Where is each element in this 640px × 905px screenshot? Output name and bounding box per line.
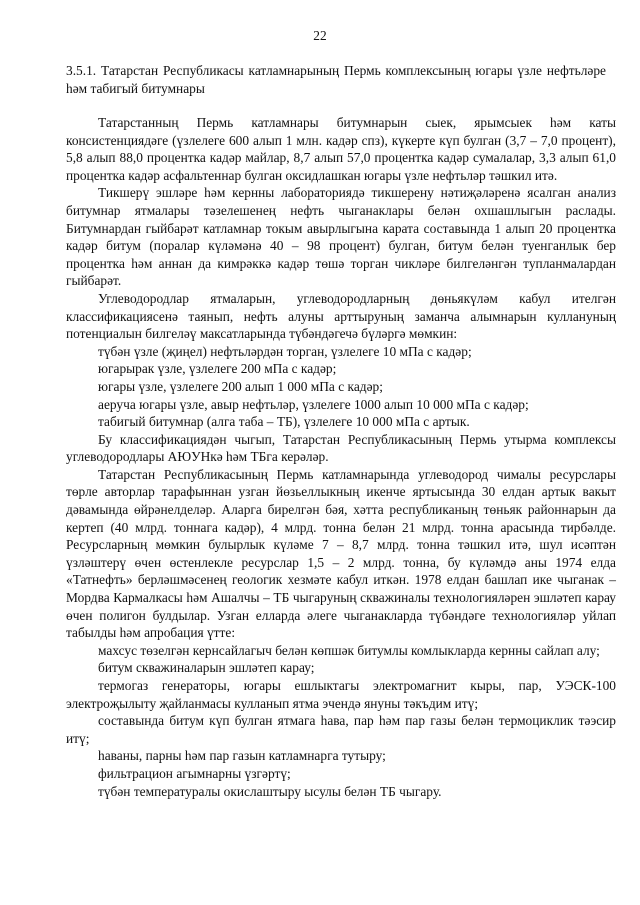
list-item: аеруча югары үзле, авыр нефтьләр, үзлелеге 1000 алып 10 000 мПа с кадәр; xyxy=(98,396,529,412)
paragraph: Бу классификациядән чыгып, Татарстан Республикасының Пермь утырма комплексы углеводородлары АЮУНкә һәм ТБга керәләр. xyxy=(66,431,616,465)
list-item: югары үзле, үзлелеге 200 алып 1 000 мПа с кадәр; xyxy=(98,378,383,394)
list-item: түбән температуралы окислаштыру ысулы белән ТБ чыгару. xyxy=(98,783,442,799)
list-item: һаваны, парны һәм пар газын катламнарга тутыру; xyxy=(98,748,386,764)
list-item: түбән үзле (җиңел) нефтьләрдән торган, үзлелеге 10 мПа с кадәр; xyxy=(98,343,472,359)
list-item: битум скважиналарын эшләтеп карау; xyxy=(98,660,315,676)
document-body xyxy=(66,114,616,800)
list-item: термогаз генераторы, югары ешлыктагы электромагнит кыры, пар, УЭСК-100 электроҗылыту җайланмасы кулланып ятма эчендә януны тәкъдим итү; xyxy=(66,678,616,711)
list-item: югарырак үзле, үзлелеге 200 мПа с кадәр; xyxy=(98,361,337,377)
paragraph: Углеводородлар ятмаларын, углеводородларның дөньякүләм кабул ителгән классификациясенә таянып, нефть алуны арттыруның заманча алымнарын куллануның потенциалын билгеләү максатларында түбәндәгечә бүләргә мөмкин: xyxy=(66,290,616,342)
section-heading: 3.5.1. Татарстан Республикасы катламнарының Пермь комплексының югары үзле нефтьләре һәм табигый битумнары xyxy=(66,63,606,96)
paragraph: Тикшерү эшләре һәм кернны лабораториядә тикшерену нәтиҗәләренә ясалган анализ битумнар ятмалары тәзелешенең нефть чыганаклары белән охшашлыгын раслады. Битумнардан гыйбарәт катламнар токым авырлыгына карата составында 1 алып 20 процентка кадәр битум (поралар күләмәнә 40 – 98 процент) булган, битум белән туенганлык бер процентка һәм аннан да кимрәккә кадәр төшә торган чикләре билгеләнгән тупланмалардан гыйбарәт. xyxy=(66,185,616,289)
paragraph: Татарстан Республикасының Пермь катламнарында углеводород чималы ресурслары төрле авторлар тарафыннан узган йөзьеллыкның икенче яртысында 30 елдан артык вакыт дәвамында өйрәнелделәр. Аларга бирелгән бәя, хәтта республиканың төньяк районнарын да кертеп (40 млрд. тоннага кадәр), 4 млрд. тонна белән 21 млрд. тонна арасында тирбәлде. Ресурсларның мөмкин булырлык күләме 7 – 8,7 млрд. тонна тәшкил итә, шул исәптән үзләштерү өчен өстенлекле ресурслар 1,5 – 2 млрд. тонна, бу күләмдә аны 1974 елда «Татнефть» берләшмәсенең геологик хезмәте кабул иткән. 1978 елдан башлап ике чыганак – Мордва Кармалкасы һәм Ашалчы – ТБ чыгаруның скважиналы технологияләрен эшләтеп карау өчен полигон булдылар. Узган елларда әлеге чыганакларда түбәндәге технологияләр уйлап табылды һәм апробация үтте: xyxy=(66,466,616,641)
list-item: фильтрацион агымнарны үзгәртү; xyxy=(98,765,291,781)
page-number: 22 xyxy=(313,28,327,43)
list-item: составында битум күп булган ятмага һава, пар һәм пар газы белән термоциклик тәэсир итү; xyxy=(66,713,616,746)
paragraph: Татарстанның Пермь катламнары битумнарын сыек, ярымсыек һәм каты консистенциядәге (үзлелеге 600 алып 1 млн. кадәр спз), күкерте күп булган (3,7 – 7,0 процент), 5,8 алып 88,0 процентка кадәр майлар, 8,7 алып 57,0 процентка кадәр сумалалар, 3,3 алып 61,0 процентка кадәр асфальтеннар булган оксидлашкан югары үзле нефтьләр тәшкил итә. xyxy=(66,115,616,183)
list-item: махсус төзелгән кернсайлагыч белән көпшәк битумлы комлыкларда кернны сайлап алу; xyxy=(98,642,600,658)
list-item: табигый битумнар (алга таба – ТБ), үзлелеге 10 000 мПа с артык. xyxy=(98,414,470,430)
